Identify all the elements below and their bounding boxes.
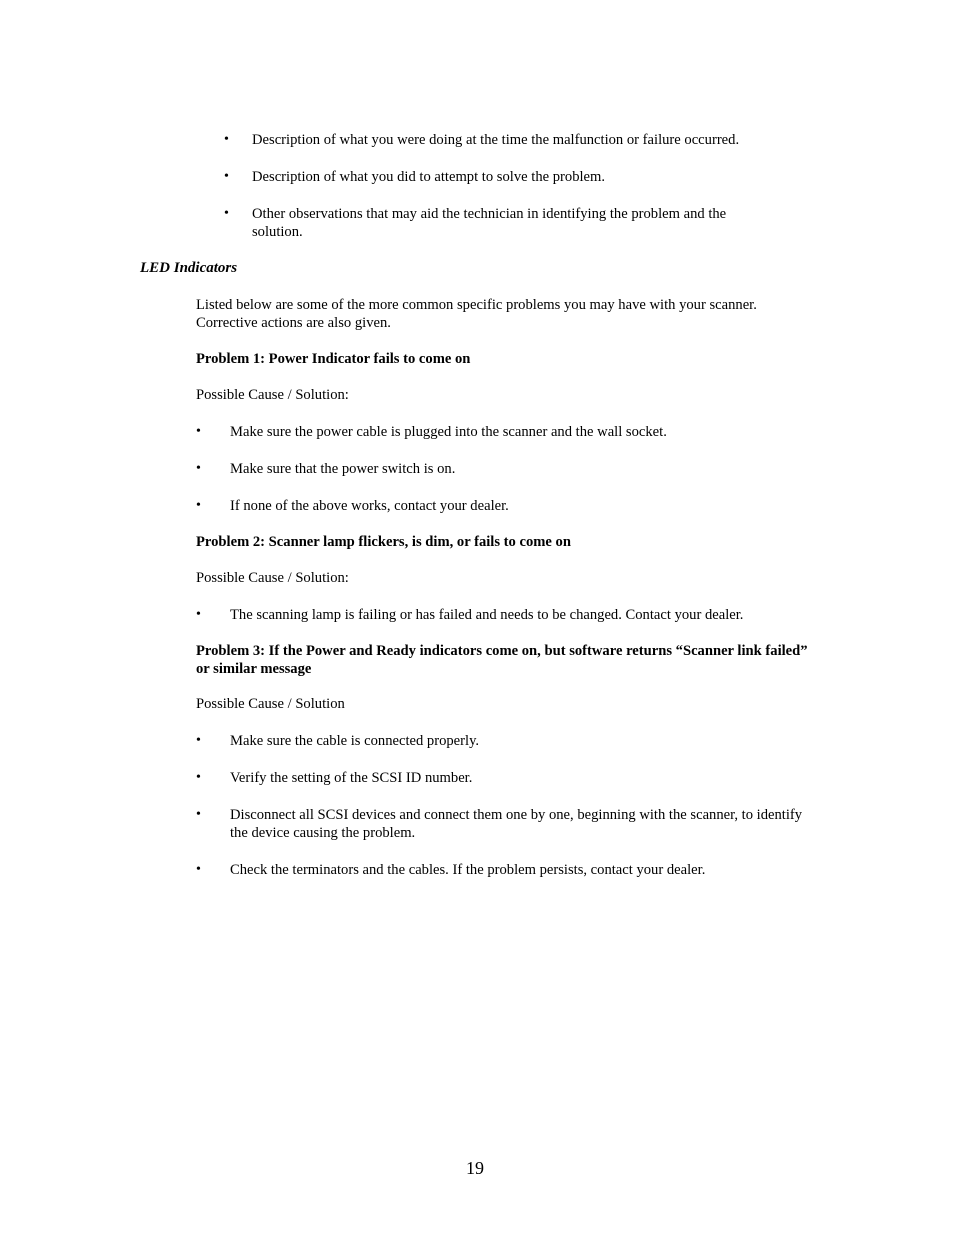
bullet-icon: • (224, 206, 229, 221)
bullet-icon: • (196, 607, 201, 622)
problem-1-cause-label: Possible Cause / Solution: (196, 387, 349, 403)
section-intro: Listed below are some of the more common specific problems you may have with your scanner. Corrective actions are also given. (196, 297, 757, 331)
bullet-icon: • (196, 461, 201, 476)
bullet-icon: • (196, 862, 201, 877)
bullet-text: Make sure the cable is connected properly. (230, 733, 480, 749)
bullet-icon: • (196, 807, 201, 822)
bullet-icon: • (196, 424, 201, 439)
bullet-icon: • (196, 733, 201, 748)
bullet-icon: • (196, 770, 201, 785)
bullet-icon: • (224, 132, 229, 147)
problem-3-title: Problem 3: If the Power and Ready indicators come on, but software returns “Scanner link failed” or similar message (196, 643, 808, 677)
problem-2-cause-label: Possible Cause / Solution: (196, 570, 349, 586)
bullet-text: Verify the setting of the SCSI ID number. (230, 770, 473, 786)
problem-2-title: Problem 2: Scanner lamp flickers, is dim, or fails to come on (196, 534, 571, 550)
bullet-text: Make sure that the power switch is on. (230, 461, 456, 477)
bullet-text: Description of what you did to attempt to solve the problem. (252, 169, 606, 185)
section-heading: LED Indicators (140, 260, 238, 276)
page-number: 19 (466, 1158, 484, 1178)
bullet-text: Disconnect all SCSI devices and connect them one by one, beginning with the scanner, to identify the device causing the problem. (230, 807, 803, 841)
problem-3-cause-label: Possible Cause / Solution (196, 696, 345, 712)
bullet-icon: • (224, 169, 229, 184)
bullet-text: If none of the above works, contact your dealer. (230, 498, 509, 514)
bullet-icon: • (196, 498, 201, 513)
bullet-text: Check the terminators and the cables. If the problem persists, contact your dealer. (230, 862, 706, 878)
bullet-text: Description of what you were doing at the time the malfunction or failure occurred. (252, 132, 740, 148)
problem-1-title: Problem 1: Power Indicator fails to come on (196, 351, 471, 367)
bullet-text: The scanning lamp is failing or has failed and needs to be changed. Contact your dealer. (230, 607, 744, 623)
bullet-text: Make sure the power cable is plugged into the scanner and the wall socket. (230, 424, 667, 440)
bullet-text: Other observations that may aid the technician in identifying the problem and the solution. (252, 206, 727, 240)
